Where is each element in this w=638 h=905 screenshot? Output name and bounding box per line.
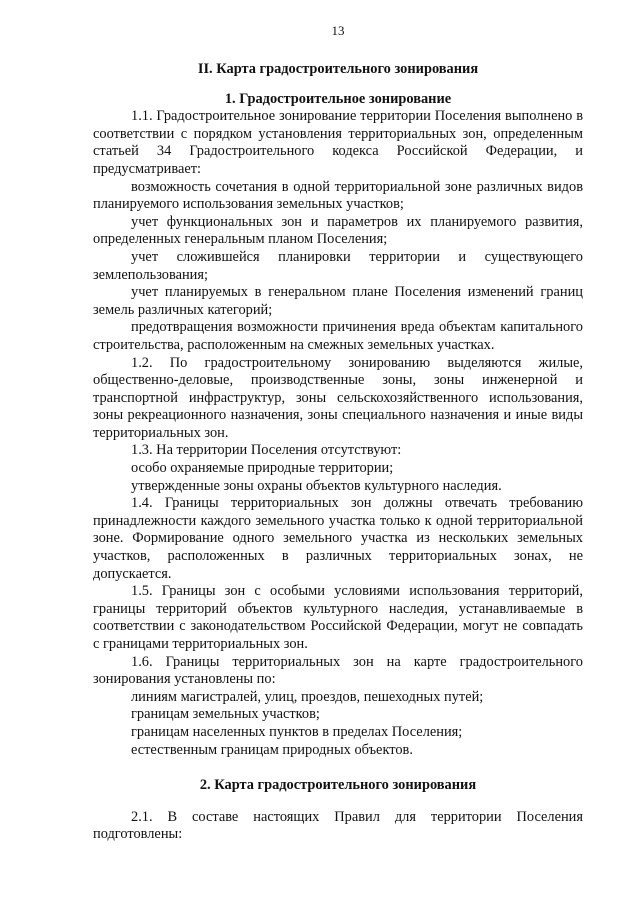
- list-item: утвержденные зоны охраны объектов культурного наследия.: [131, 477, 502, 494]
- section-title: II. Карта градостроительного зонирования: [197, 61, 479, 77]
- paragraph-1-1: 1.1. Градостроительное зонирование территории Поселения выполнено в соответствии с порядком установления территориальных зон, определенным статьей 34 Градостроительного кодекса Российской Федерации, и предусматривает:: [93, 108, 583, 177]
- paragraph-1-2: 1.2. По градостроительному зонированию выделяются жилые, общественно-деловые, производственные зоны, зоны инженерной и транспортной инфраструктур, зоны сельскохозяйственного использования, зоны рекреационного назначения, зоны специального назначения и иные виды территориальных зон.: [93, 354, 583, 441]
- list-item: особо охраняемые природные территории;: [131, 460, 394, 477]
- list-item: естественным границам природных объектов.: [131, 741, 413, 758]
- document-page: [93, 22, 583, 844]
- list-item: границам земельных участков;: [131, 706, 320, 723]
- paragraph-1-3: 1.3. На территории Поселения отсутствуют:: [131, 442, 402, 459]
- list-item: линиям магистралей, улиц, проездов, пешеходных путей;: [131, 688, 484, 705]
- list-item: границам населенных пунктов в пределах Поселения;: [131, 723, 463, 740]
- paragraph-2-1: 2.1. В составе настоящих Правил для территории Поселения подготовлены:: [93, 808, 583, 843]
- list-item: учет функциональных зон и параметров их планируемого развития, определенных генеральным планом Поселения;: [93, 213, 583, 248]
- page-number: 13: [331, 23, 345, 38]
- paragraph-1-5: 1.5. Границы зон с особыми условиями использования территорий, границы территорий объектов культурного наследия, устанавливаемые в соответствии с законодательством Российской Федерации, могут не совпадать с границами территориальных зон.: [93, 583, 583, 652]
- list-item: учет планируемых в генеральном плане Поселения изменений границ земель различных категорий;: [93, 284, 583, 318]
- list-item: предотвращения возможности причинения вреда объектам капитального строительства, расположенным на смежных земельных участках.: [93, 319, 583, 353]
- subsection-title-2: 2. Карта градостроительного зонирования: [199, 777, 477, 794]
- list-item: возможность сочетания в одной территориальной зоне различных видов планируемого использования земельных участков;: [93, 178, 583, 213]
- paragraph-1-4: 1.4. Границы территориальных зон должны отвечать требованию принадлежности каждого земельного участка только к одной территориальной зоне. Формирование одного земельного участка из нескольких земельных участков, расположенных в различных территориальных зонах, не допускается.: [93, 495, 583, 582]
- list-item: учет сложившейся планировки территории и существующего землепользования;: [93, 248, 583, 283]
- subsection-title-1: 1. Градостроительное зонирование: [224, 90, 452, 107]
- paragraph-1-6: 1.6. Границы территориальных зон на карте градостроительного зонирования установлены по:: [93, 653, 583, 688]
